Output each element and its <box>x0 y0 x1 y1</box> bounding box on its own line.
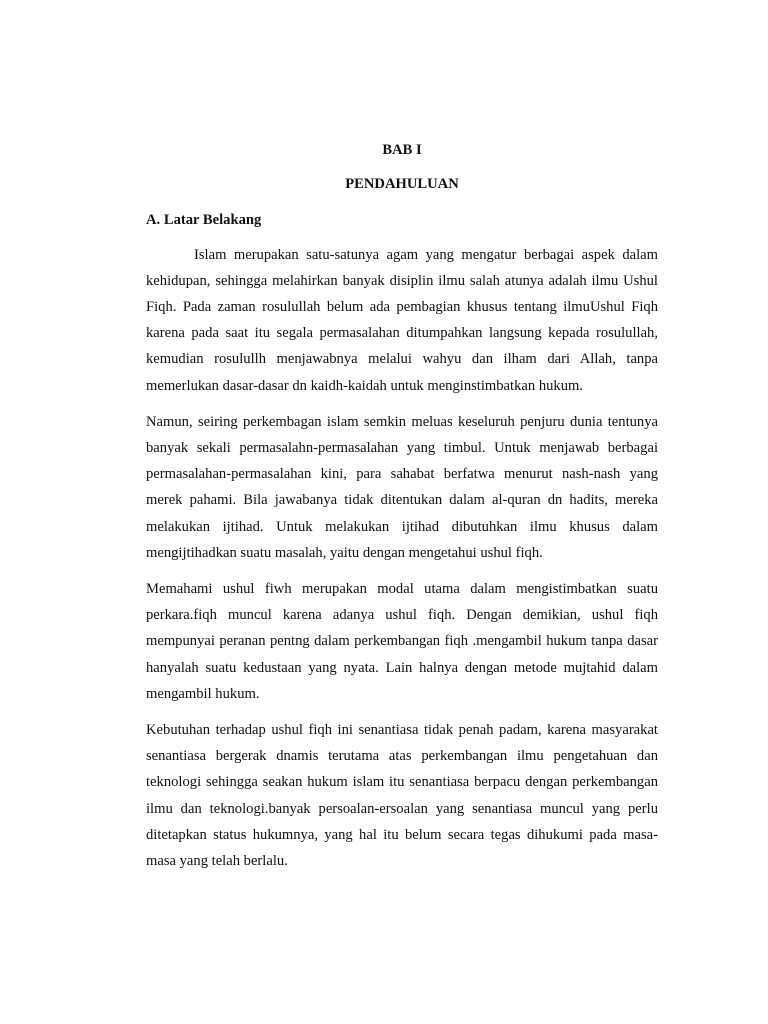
paragraph-2: Namun, seiring perkembagan islam semkin meluas keseluruh penjuru dunia tentunya banyak sekali permasalahn-permasalahan yang timbul. Untuk menjawab berbagai permasalahan-permasalahan kini, para sahabat berfatwa menurut nash-nash yang merek pahami. Bila jawabanya tidak ditentukan dalam al-quran dn hadits, mereka melakukan ijtihad. Untuk melakukan ijtihad dibutuhkan ilmu khusus dalam mengijtihadkan suatu masalah, yaitu dengan mengetahui ushul fiqh. <box>146 413 658 561</box>
document-page <box>146 137 658 874</box>
section-title: A. Latar Belakang <box>146 212 262 229</box>
paragraph-1: Islam merupakan satu-satunya agam yang mengatur berbagai aspek dalam kehidupan, sehingga melahirkan banyak disiplin ilmu salah atunya adalah ilmu Ushul Fiqh. Pada zaman rosulullah belum ada pembagian khusus tentang ilmuUshul Fiqh karena pada saat itu segala permasalahan ditumpahkan langsung kepada rosulullah, kemudian rosulullh menjawabnya melalui wahyu dan ilham dari Allah, tanpa memerlukan dasar-dasar dn kaidh-kaidah untuk menginstimbatkan hukum. <box>146 246 658 394</box>
paragraph-3: Memahami ushul fiwh merupakan modal utama dalam mengistimbatkan suatu perkara.fiqh muncul karena adanya ushul fiqh. Dengan demikian, ushul fiqh mempunyai peranan pentng dalam perkembangan fiqh .mengambil hukum tanpa dasar hanyalah suatu kedustaan yang nyata. Lain halnya dengan metode mujtahid dalam mengambil hukum. <box>146 581 658 702</box>
chapter-number: BAB I <box>382 142 422 158</box>
paragraph-4: Kebutuhan terhadap ushul fiqh ini senantiasa tidak penah padam, karena masyarakat senantiasa bergerak dnamis terutama atas perkembangan ilmu pengetahuan dan teknologi sehingga seakan hukum islam itu senantiasa berpacu dengan perkembangan ilmu dan teknologi.banyak persoalan-ersoalan yang senantiasa muncul yang perlu ditetapkan status hukumnya, yang hal itu belum secara tegas dihukumi pada masa-masa yang telah berlalu. <box>146 722 658 870</box>
chapter-title: PENDAHULUAN <box>345 176 459 193</box>
